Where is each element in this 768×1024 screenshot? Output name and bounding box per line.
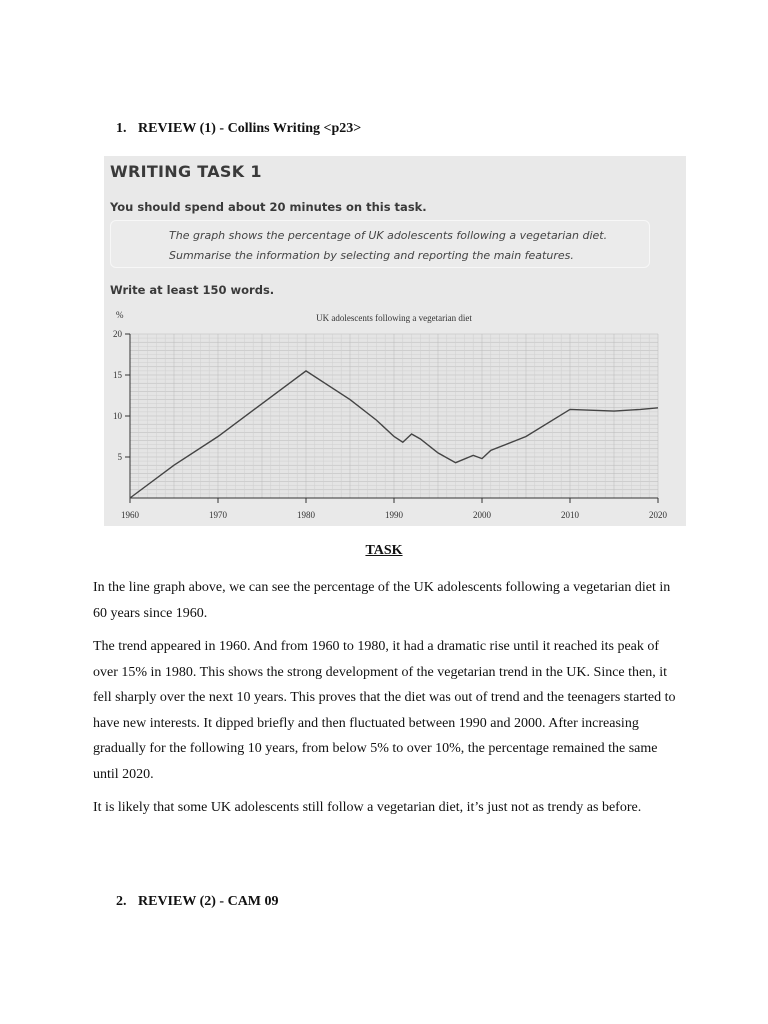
- x-tick-label: 1960: [121, 510, 139, 520]
- x-tick-label: 2000: [473, 510, 491, 520]
- paragraph-3: It is likely that some UK adolescents still follow a vegetarian diet, it’s just not as trendy as before.: [93, 800, 642, 815]
- prompt-line-1: The graph shows the percentage of UK adolescents following a vegetarian diet.: [169, 229, 608, 242]
- x-tick-label: 2010: [561, 510, 579, 520]
- section-title: REVIEW (1) - Collins Writing <p23>: [138, 121, 362, 136]
- y-tick-label: 10: [113, 411, 122, 421]
- line-chart: [104, 304, 686, 526]
- writing-task-image: [104, 156, 686, 526]
- y-tick-label: 20: [113, 329, 122, 339]
- section-title: REVIEW (2) - CAM 09: [138, 894, 279, 909]
- prompt-line-2: Summarise the information by selecting and reporting the main features.: [169, 249, 574, 262]
- task-label: TASK: [365, 543, 403, 558]
- writing-task-title: WRITING TASK 1: [110, 162, 262, 181]
- y-tick-label: 5: [117, 452, 122, 462]
- chart-y-label: %: [116, 310, 124, 320]
- x-tick-label: 1980: [297, 510, 315, 520]
- paragraph-1: In the line graph above, we can see the percentage of the UK adolescents following a vegetarian diet in 60 years since 1960.: [93, 580, 671, 621]
- x-tick-label: 1970: [209, 510, 227, 520]
- word-count-instruction: Write at least 150 words.: [110, 283, 275, 297]
- section-number: 1.: [116, 121, 127, 136]
- chart-grid: [130, 334, 658, 498]
- section-heading-2: [116, 894, 279, 910]
- chart-title: UK adolescents following a vegetarian diet: [316, 313, 472, 323]
- section-heading-1: [116, 121, 361, 137]
- paragraph-2: The trend appeared in 1960. And from 1960 to 1980, it had a dramatic rise until it reached its peak of over 15% in 1980. This shows the strong development of the vegetarian trend in the UK. Since then, it fell sharply over the next 10 years. This proves that the diet was out of trend and the teenagers started to have new interests. It dipped briefly and then fluctuated between 1990 and 2000. After increasing gradually for the following 10 years, from below 5% to over 10%, the percentage remained the same until 2020.: [93, 639, 676, 782]
- x-tick-label: 2020: [649, 510, 667, 520]
- x-tick-label: 1990: [385, 510, 403, 520]
- section-number: 2.: [116, 894, 127, 909]
- task-prompt-box: [110, 220, 650, 268]
- time-instruction: You should spend about 20 minutes on this task.: [110, 200, 427, 214]
- y-tick-label: 15: [113, 370, 122, 380]
